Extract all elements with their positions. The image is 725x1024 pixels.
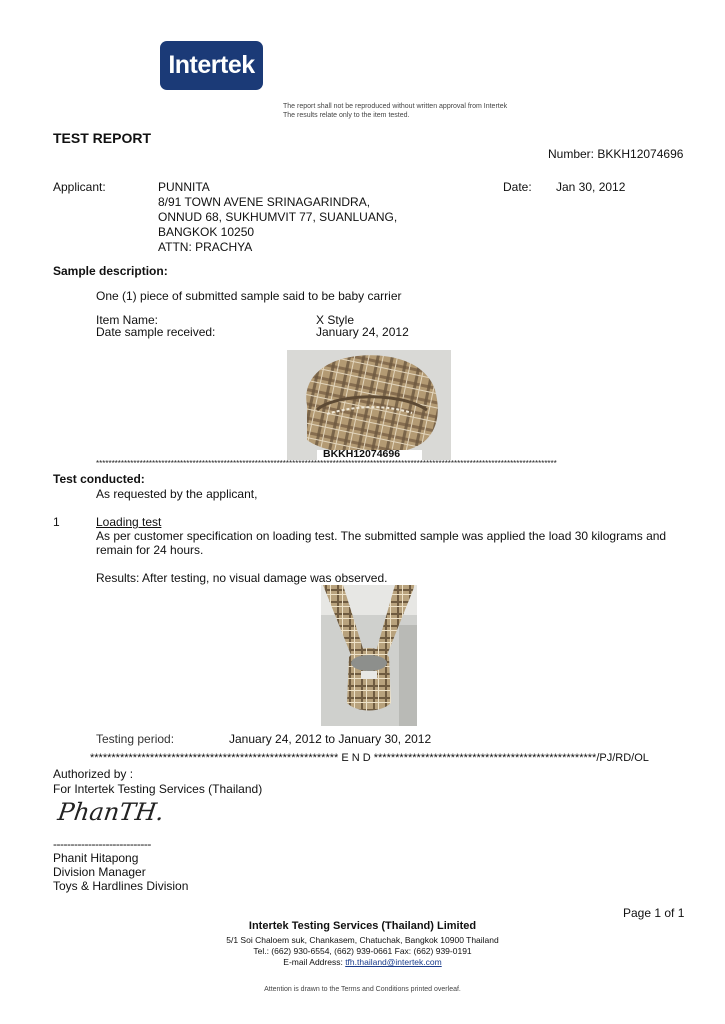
loading-test-image: [321, 585, 417, 726]
email-label: E-mail Address:: [283, 957, 346, 967]
applicant-address-line: BANGKOK 10250: [158, 225, 255, 239]
footer-email-line: [0, 957, 725, 967]
applicant-label: Applicant:: [53, 180, 106, 194]
photo-caption: BKKH12074696: [323, 448, 401, 460]
test-description-line2: remain for 24 hours.: [96, 543, 204, 557]
test-item-title: Loading test: [96, 515, 162, 529]
footer-company: Intertek Testing Services (Thailand) Limited: [248, 920, 477, 932]
handwritten-signature: PhanTH.: [56, 798, 166, 826]
test-intro: As requested by the applicant,: [96, 487, 258, 501]
test-photo: [321, 585, 417, 726]
report-number: Number: BKKH12074696: [548, 147, 684, 161]
for-company: For Intertek Testing Services (Thailand): [53, 782, 263, 796]
footer-note: Attention is drawn to the Terms and Conditions printed overleaf.: [264, 986, 461, 993]
separator-stars: ****************************************************************************************************************************************************: [96, 459, 557, 468]
disclaimer-line-2: The results relate only to the item tested.: [283, 112, 410, 119]
sample-heading: Sample description:: [53, 264, 168, 278]
item-name-value: X Style: [316, 313, 355, 327]
baby-carrier-image: [287, 350, 451, 460]
test-description-line1: As per customer specification on loading test. The submitted sample was applied the load 30 kilograms and: [96, 529, 667, 543]
signature-dash-line: ----------------------------: [53, 837, 151, 851]
page-number: Page 1 of 1: [623, 906, 685, 920]
authorized-by: Authorized by :: [53, 767, 134, 781]
signer-name: Phanit Hitapong: [53, 851, 139, 865]
footer-phones: Tel.: (662) 930-6554, (662) 939-0661 Fax: (662) 939-0191: [253, 946, 472, 956]
test-heading: Test conducted:: [53, 472, 145, 486]
sample-photo: [287, 350, 451, 460]
disclaimer-line-1: The report shall not be reproduced without written approval from Intertek: [283, 103, 508, 110]
applicant-name: PUNNITA: [158, 180, 210, 194]
applicant-attention: ATTN: PRACHYA: [158, 240, 253, 254]
item-name-label: Item Name:: [96, 313, 159, 327]
applicant-address-line: 8/91 TOWN AVENE SRINAGARINDRA,: [158, 195, 371, 209]
date-value: Jan 30, 2012: [556, 180, 626, 194]
test-results: Results: After testing, no visual damage was observed.: [96, 571, 388, 585]
signer-title: Division Manager: [53, 865, 146, 879]
testing-period-value: January 24, 2012 to January 30, 2012: [229, 732, 432, 746]
signer-division: Toys & Hardlines Division: [53, 879, 189, 893]
date-label: Date:: [503, 180, 532, 194]
report-title: TEST REPORT: [53, 130, 152, 146]
intertek-logo: Intertek: [160, 41, 263, 90]
sample-description: One (1) piece of submitted sample said to be baby carrier: [96, 289, 402, 303]
received-value: January 24, 2012: [316, 325, 409, 339]
test-item-number: 1: [53, 515, 60, 529]
testing-period-label: Testing period:: [96, 732, 175, 746]
footer-address: 5/1 Soi Chaloem suk, Chankasem, Chatuchak, Bangkok 10900 Thailand: [226, 935, 499, 945]
email-link[interactable]: tfh.thailand@intertek.com: [345, 957, 442, 967]
end-line: ********************************************************** E N D ****************************************************/PJ/RD/OL: [90, 752, 649, 764]
received-label: Date sample received:: [96, 325, 216, 339]
applicant-address-line: ONNUD 68, SUKHUMVIT 77, SUANLUANG,: [158, 210, 398, 224]
